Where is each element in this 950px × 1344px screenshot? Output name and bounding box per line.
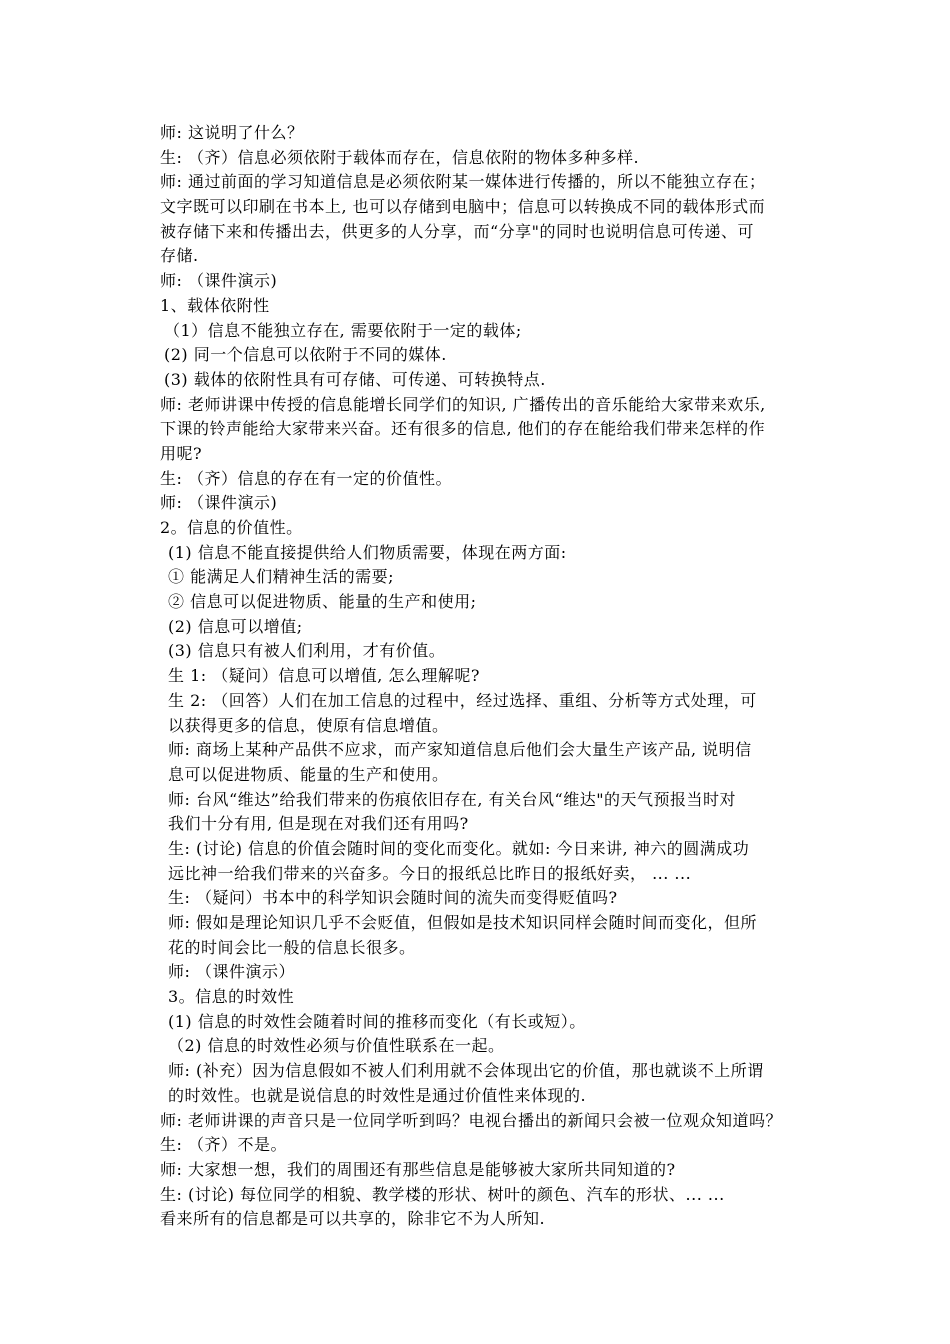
- list-item: ① 能满足人们精神生活的需要;: [168, 567, 394, 587]
- list-item: (2) 同一个信息可以依附于不同的媒体.: [164, 345, 447, 365]
- text-line: 师: 通过前面的学习知道信息是必须依附某一媒体进行传播的，所以不能独立存在；: [160, 172, 766, 192]
- text-line: 师: 老师讲课的声音只是一位同学听到吗？电视台播出的新闻只会被一位观众知道吗？: [160, 1110, 782, 1130]
- text-line: 用呢?: [160, 443, 203, 463]
- text-line: 存储.: [160, 246, 199, 266]
- text-line: 生: （疑问）书本中的科学知识会随时间的流失而变得贬值吗?: [168, 888, 618, 908]
- list-item: (3) 信息只有被人们利用，才有价值。: [168, 641, 446, 661]
- section-heading: 1、载体依附性: [160, 295, 270, 315]
- section-heading: 2。信息的价值性。: [160, 518, 303, 537]
- text-line: 师: （课件演示): [160, 271, 278, 291]
- text-line: 生: （齐）信息的存在有一定的价值性。: [160, 468, 452, 488]
- text-line: 生 1: （疑问）信息可以增值, 怎么理解呢?: [168, 666, 480, 686]
- text-line: 师: 大家想一想，我们的周围还有那些信息是能够被大家所共同知道的?: [160, 1159, 676, 1179]
- text-line: 被存储下来和传播出去，供更多的人分享，而“分享"的同时也说明信息可传递、可: [160, 221, 755, 241]
- text-line: 以获得更多的信息，使原有信息增值。: [168, 715, 449, 735]
- text-line: 生: （齐）不是。: [160, 1135, 287, 1155]
- text-line: 文字既可以印刷在书本上, 也可以存储到电脑中；信息可以转换成不同的载体形式而: [160, 197, 766, 217]
- text-line: 生: (讨论) 每位同学的相貌、教学楼的形状、树叶的颜色、汽车的形状、... ...: [160, 1184, 725, 1204]
- text-line: 师: 商场上某种产品供不应求，而产家知道信息后他们会大量生产该产品, 说明信: [168, 740, 752, 760]
- text-line: 师: 台风“维达”给我们带来的伤痕依旧存在, 有关台风“维达"的天气预报当时对: [168, 789, 737, 809]
- list-item: (1) 信息不能直接提供给人们物质需要，体现在两方面:: [168, 542, 567, 562]
- text-line: 师: (补充）因为信息假如不被人们利用就不会体现出它的价值，那也就谈不上所谓: [168, 1061, 764, 1081]
- list-item: （1）信息不能独立存在, 需要依附于一定的载体;: [164, 320, 522, 340]
- text-line: 生: (讨论) 信息的价值会随时间的变化而变化。就如: 今日来讲, 神六的圆满成功: [168, 838, 750, 858]
- list-item: （2) 信息的时效性必须与价值性联系在一起。: [168, 1036, 505, 1056]
- section-heading: 3。信息的时效性: [168, 987, 295, 1007]
- text-line: 师: 老师讲课中传授的信息能增长同学们的知识, 广播传出的音乐能给大家带来欢乐,: [160, 394, 766, 414]
- text-line: 生: （齐）信息必须依附于载体而存在，信息依附的物体多种多样.: [160, 147, 640, 167]
- list-item: (1) 信息的时效性会随着时间的推移而变化（有长或短）。: [168, 1011, 586, 1031]
- text-line: 师: 假如是理论知识几乎不会贬值，但假如是技术知识同样会随时间而变化，但所: [168, 913, 757, 932]
- text-line: 师: （课件演示）: [168, 962, 295, 982]
- document-body: [160, 121, 880, 1232]
- list-item: ② 信息可以促进物质、能量的生产和使用;: [168, 592, 477, 612]
- list-item: (2) 信息可以增值;: [168, 616, 303, 636]
- text-line: 下课的铃声能给大家带来兴奋。还有很多的信息, 他们的存在能给我们带来怎样的作: [160, 419, 766, 439]
- text-line: 远比神一给我们带来的兴奋多。今日的报纸总比昨日的报纸好卖， ... ...: [168, 863, 692, 883]
- text-line: 生 2: （回答）人们在加工信息的过程中，经过选择、重组、分析等方式处理，可: [168, 690, 757, 710]
- text-line: 的时效性。也就是说信息的时效性是通过价值性来体现的.: [168, 1085, 587, 1105]
- text-line: 花的时间会比一般的信息长很多。: [168, 937, 416, 957]
- text-line: 师: （课件演示): [160, 493, 278, 513]
- text-line: 看来所有的信息都是可以共享的，除非它不为人所知.: [160, 1209, 546, 1229]
- text-line: 我们十分有用, 但是现在对我们还有用吗?: [168, 814, 469, 834]
- text-line: 息可以促进物质、能量的生产和使用。: [168, 764, 449, 784]
- text-line: 师: 这说明了什么？: [160, 123, 304, 142]
- list-item: (3) 载体的依附性具有可存储、可传递、可转换特点.: [164, 369, 546, 389]
